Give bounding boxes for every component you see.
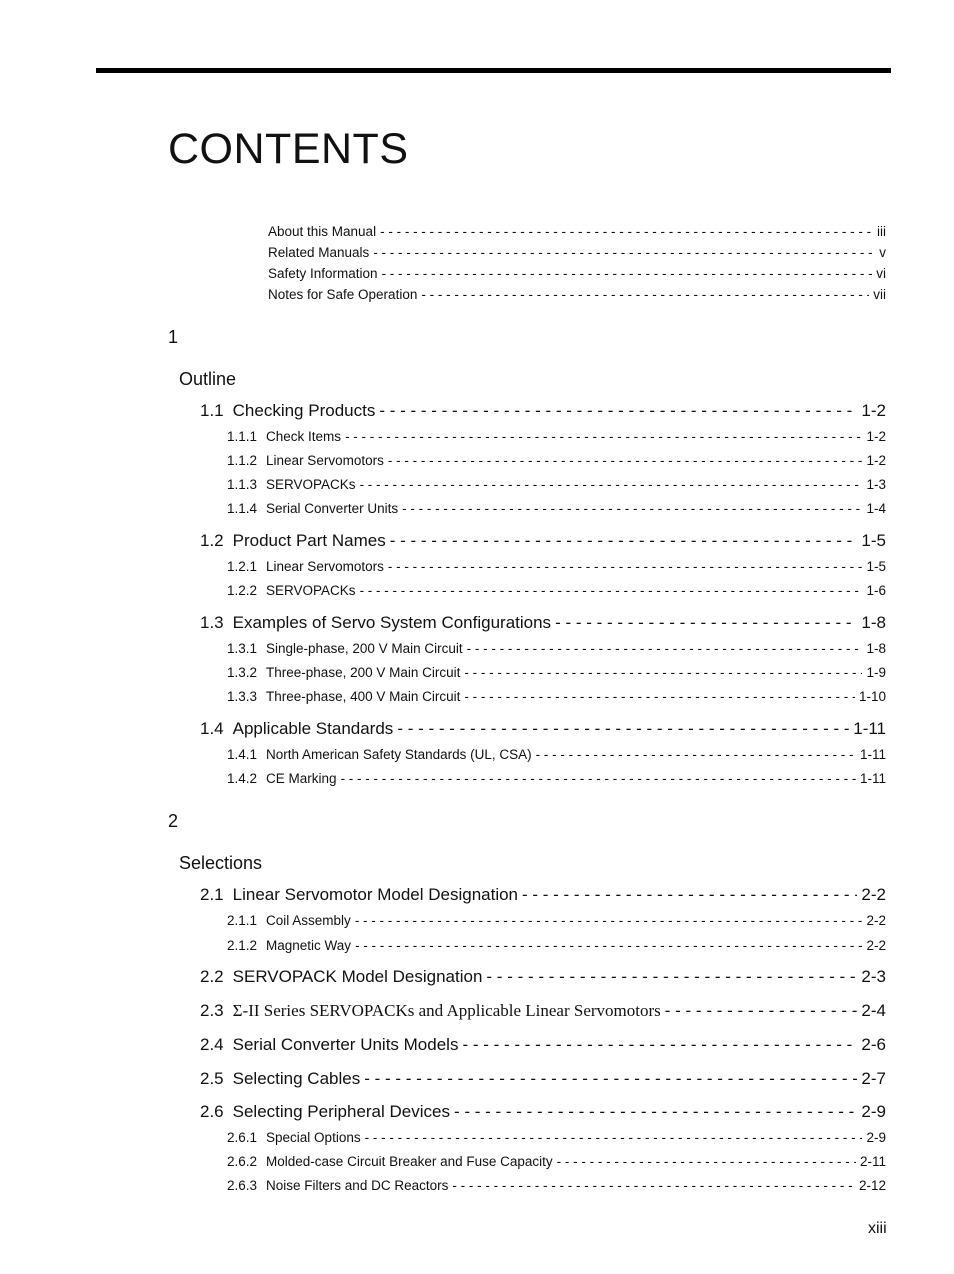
subsection-page: 1-3 <box>866 477 886 492</box>
toc-entry-label: Notes for Safe Operation <box>268 287 418 302</box>
toc-subsection[interactable] <box>227 938 886 953</box>
subsection-number: 1.3.1 <box>227 641 258 656</box>
leader-dots <box>486 967 857 987</box>
toc-entry-page: vii <box>873 287 886 302</box>
subsection-number: 1.3.2 <box>227 665 258 680</box>
toc-subsection[interactable] <box>227 477 886 492</box>
subsection-page: 2-2 <box>866 938 886 953</box>
subsection-number: 1.3.3 <box>227 689 258 704</box>
subsection-page: 1-4 <box>866 501 886 516</box>
toc-section[interactable] <box>200 1102 886 1122</box>
subsection-page: 1-11 <box>859 747 886 762</box>
section-label: Serial Converter Units Models <box>232 1035 459 1054</box>
subsection-page: 2-9 <box>866 1130 886 1145</box>
subsection-page: 1-11 <box>859 771 886 786</box>
leader-dots <box>373 245 875 260</box>
leader-dots <box>355 913 863 928</box>
section-label: Checking Products <box>232 401 376 420</box>
subsection-page: 1-10 <box>858 689 886 704</box>
toc-entry-label: About this Manual <box>268 224 377 239</box>
subsection-number: 1.4.2 <box>227 771 258 786</box>
leader-dots <box>665 1001 858 1021</box>
subsection-label: CE Marking <box>266 771 337 786</box>
section-page: 2-6 <box>861 1035 886 1054</box>
chapter-number: 2 <box>168 811 179 831</box>
toc-section[interactable] <box>200 967 886 987</box>
chapter-title[interactable]: Outline <box>179 369 237 389</box>
subsection-label: Coil Assembly <box>266 913 351 928</box>
toc-entry-safety-information[interactable] <box>268 266 886 281</box>
leader-dots <box>380 224 873 239</box>
section-page: 2-2 <box>861 885 886 904</box>
subsection-page: 2-2 <box>866 913 886 928</box>
section-label: Product Part Names <box>232 531 386 550</box>
subsection-number: 1.2.2 <box>227 583 258 598</box>
subsection-number: 1.1.4 <box>227 501 258 516</box>
leader-dots <box>555 613 857 633</box>
subsection-page: 1-2 <box>866 453 886 468</box>
section-page: 1-2 <box>861 401 886 420</box>
leader-dots <box>462 1035 857 1055</box>
section-page: 1-11 <box>853 719 886 738</box>
section-label: Examples of Servo System Configurations <box>232 613 552 632</box>
toc-subsection[interactable] <box>227 665 886 680</box>
subsection-label: SERVOPACKs <box>266 583 356 598</box>
subsection-label: North American Safety Standards (UL, CSA) <box>266 747 532 762</box>
chapter-number: 1 <box>168 327 179 347</box>
toc-entry-page: v <box>879 245 886 260</box>
section-page: 2-3 <box>861 967 886 986</box>
toc-subsection[interactable] <box>227 1130 886 1145</box>
subsection-number: 1.4.1 <box>227 747 258 762</box>
subsection-page: 1-2 <box>866 429 886 444</box>
leader-dots <box>522 885 857 905</box>
subsection-number: 1.2.1 <box>227 559 258 574</box>
subsection-number: 1.1.3 <box>227 477 258 492</box>
page-number: xiii <box>868 1220 887 1237</box>
section-number: 1.4 <box>200 719 224 738</box>
section-number: 1.1 <box>200 401 224 420</box>
leader-dots <box>382 266 873 281</box>
subsection-number: 2.6.3 <box>227 1178 258 1193</box>
toc-entry-notes-for-safe-operation[interactable] <box>268 287 886 302</box>
leader-dots <box>454 1102 857 1122</box>
leader-dots <box>388 559 863 574</box>
section-number: 2.2 <box>200 967 224 986</box>
section-label: Applicable Standards <box>232 719 394 738</box>
subsection-page: 1-6 <box>866 583 886 598</box>
toc-entry-label: Related Manuals <box>268 245 370 260</box>
toc-section[interactable] <box>200 1069 886 1089</box>
toc-section[interactable] <box>200 531 886 551</box>
subsection-number: 2.1.1 <box>227 913 258 928</box>
toc-subsection[interactable] <box>227 771 886 786</box>
section-number: 2.1 <box>200 885 224 904</box>
leader-dots <box>452 1178 855 1193</box>
subsection-number: 1.1.2 <box>227 453 258 468</box>
subsection-page: 1-8 <box>866 641 886 656</box>
subsection-number: 2.1.2 <box>227 938 258 953</box>
subsection-label: Molded-case Circuit Breaker and Fuse Capacity <box>266 1154 553 1169</box>
section-number: 1.3 <box>200 613 224 632</box>
subsection-page: 1-5 <box>866 559 886 574</box>
toc-subsection[interactable] <box>227 501 886 516</box>
leader-dots <box>388 453 863 468</box>
leader-dots <box>360 583 863 598</box>
section-label: SERVOPACK Model Designation <box>232 967 483 986</box>
toc-section[interactable] <box>200 719 886 739</box>
leader-dots <box>345 429 862 444</box>
section-page: 2-9 <box>861 1102 886 1121</box>
toc-subsection[interactable] <box>227 583 886 598</box>
subsection-label: Three-phase, 400 V Main Circuit <box>266 689 461 704</box>
toc-subsection[interactable] <box>227 641 886 656</box>
section-page: 2-4 <box>861 1001 886 1020</box>
subsection-label: Three-phase, 200 V Main Circuit <box>266 665 461 680</box>
toc-entry-page: vi <box>876 266 886 281</box>
section-label: Σ-II Series SERVOPACKs and Applicable Linear Servomotors <box>232 1001 661 1020</box>
subsection-label: Special Options <box>266 1130 361 1145</box>
subsection-page: 1-9 <box>866 665 886 680</box>
subsection-label: Noise Filters and DC Reactors <box>266 1178 449 1193</box>
toc-subsection[interactable] <box>227 429 886 444</box>
leader-dots <box>467 641 863 656</box>
subsection-page: 2-12 <box>858 1178 886 1193</box>
subsection-number: 1.1.1 <box>227 429 258 444</box>
section-page: 1-5 <box>861 531 886 550</box>
toc-subsection[interactable] <box>227 913 886 928</box>
toc-section[interactable] <box>200 885 886 905</box>
toc-subsection[interactable] <box>227 559 886 574</box>
toc-entry-related-manuals[interactable] <box>268 245 886 260</box>
section-label: Selecting Cables <box>232 1069 361 1088</box>
leader-dots <box>402 501 862 516</box>
leader-dots <box>341 771 856 786</box>
section-page: 1-8 <box>861 613 886 632</box>
section-page: 2-7 <box>861 1069 886 1088</box>
leader-dots <box>464 689 855 704</box>
toc-entry-about-this-manual[interactable] <box>268 224 886 239</box>
toc-entry-page: iii <box>877 224 886 239</box>
subsection-page: 2-11 <box>859 1154 886 1169</box>
leader-dots <box>379 401 857 421</box>
section-label: Selecting Peripheral Devices <box>232 1102 450 1121</box>
subsection-label: Single-phase, 200 V Main Circuit <box>266 641 463 656</box>
toc-subsection[interactable] <box>227 689 886 704</box>
toc-section[interactable] <box>200 401 886 421</box>
top-rule <box>96 68 891 73</box>
subsection-label: Check Items <box>266 429 342 444</box>
subsection-label: Linear Servomotors <box>266 453 384 468</box>
toc-subsection[interactable] <box>227 1154 886 1169</box>
section-number: 2.6 <box>200 1102 224 1121</box>
leader-dots <box>397 719 849 739</box>
toc-subsection[interactable] <box>227 747 886 762</box>
leader-dots <box>364 1069 857 1089</box>
toc-entry-label: Safety Information <box>268 266 378 281</box>
leader-dots <box>557 1154 856 1169</box>
leader-dots <box>365 1130 863 1145</box>
subsection-label: Linear Servomotors <box>266 559 384 574</box>
toc-subsection[interactable] <box>227 1178 886 1193</box>
toc-subsection[interactable] <box>227 453 886 468</box>
subsection-number: 2.6.2 <box>227 1154 258 1169</box>
subsection-label: Serial Converter Units <box>266 501 399 516</box>
toc-section[interactable] <box>200 1035 886 1055</box>
subsection-label: Magnetic Way <box>266 938 352 953</box>
toc-section[interactable] <box>200 613 886 633</box>
leader-dots <box>421 287 869 302</box>
section-number: 1.2 <box>200 531 224 550</box>
subsection-number: 2.6.1 <box>227 1130 258 1145</box>
section-label: Linear Servomotor Model Designation <box>232 885 519 904</box>
leader-dots <box>390 531 858 551</box>
section-number: 2.4 <box>200 1035 224 1054</box>
chapter-title[interactable]: Selections <box>179 853 263 873</box>
leader-dots <box>360 477 863 492</box>
subsection-label: SERVOPACKs <box>266 477 356 492</box>
page-title: CONTENTS <box>168 125 409 173</box>
section-number: 2.3 <box>200 1001 224 1020</box>
leader-dots <box>355 938 862 953</box>
section-number: 2.5 <box>200 1069 224 1088</box>
leader-dots <box>464 665 862 680</box>
toc-section[interactable] <box>200 1001 886 1021</box>
leader-dots <box>536 747 856 762</box>
